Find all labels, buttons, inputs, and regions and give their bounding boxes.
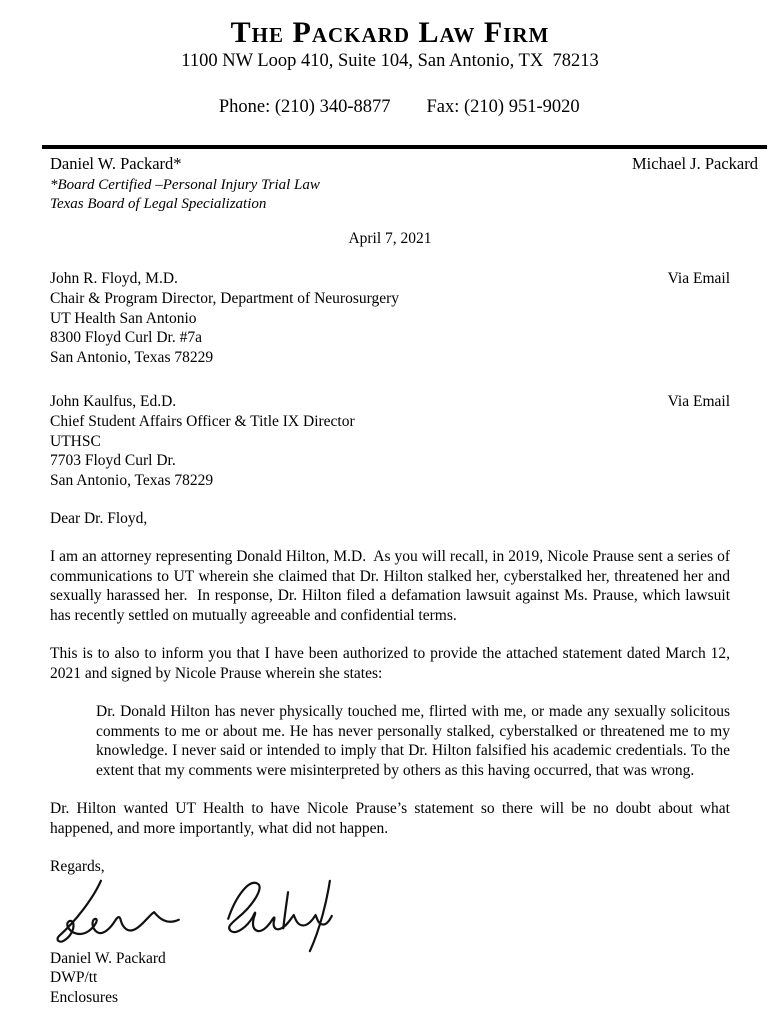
quote-paragraph: Dr. Donald Hilton has never physically touched me, flirted with me, or made any sexually solicitous comments to me or about me. He has never personally stalked, cyberstalked or threatened me to my knowledge. I never said or intended to imply that Dr. Hilton falsified his academic credentials. To the extent that my comments were misinterpreted by others as this having occurred, that was wrong. (96, 703, 734, 779)
legal-specialization-line: Texas Board of Legal Specialization (50, 195, 267, 212)
signature-stroke-p (228, 883, 259, 932)
recipient-name: John Kaulfus, Ed.D. (50, 392, 177, 410)
board-certification-line: *Board Certified –Personal Injury Trial Law (50, 177, 320, 193)
firm-contact-line (50, 73, 730, 142)
enclosures-label: Enclosures (50, 988, 119, 1006)
signature-stroke-flourish (310, 881, 330, 951)
recipient-org: UT Health San Antonio (50, 309, 197, 327)
typist-initials: DWP/tt (50, 969, 98, 987)
firm-phone: Phone: (210) 340-8877 (218, 97, 391, 117)
recipient-name: John R. Floyd, M.D. (50, 270, 178, 287)
signer-name: Daniel W. Packard (50, 949, 166, 967)
recipient-title: Chief Student Affairs Officer & Title IX Director (50, 412, 355, 430)
recipient-first-row (50, 392, 730, 412)
via-email-label: Via Email (667, 270, 730, 287)
recipient-first-row (50, 269, 730, 289)
recipient-block-floyd (50, 269, 730, 368)
recipient-org: UTHSC (50, 432, 101, 450)
firm-name: The Packard Law Firm (230, 16, 550, 49)
recipient-city: San Antonio, Texas 78229 (50, 349, 214, 367)
recipient-block-kaulfus (50, 392, 730, 491)
body-paragraph-2: This is to also to inform you that I have been authorized to provide the attached statement dated March 12, 2021 and signed by Nicole Prause wherein she states: (50, 645, 734, 682)
attorney-name-left: Daniel W. Packard* (50, 154, 182, 173)
recipient-title: Chair & Program Director, Department of Neurosurgery (50, 289, 400, 307)
attorney-row (50, 153, 758, 174)
firm-fax: Fax: (210) 951-9020 (426, 97, 580, 117)
recipient-city: San Antonio, Texas 78229 (50, 472, 214, 490)
signature-area (44, 877, 730, 949)
signature-stroke-dan (58, 881, 179, 942)
firm-address: 1100 NW Loop 410, Suite 104, San Antonio, TX 78213 (181, 51, 599, 71)
recipient-street: 8300 Floyd Curl Dr. #7a (50, 329, 202, 347)
letter-date: April 7, 2021 (348, 230, 432, 247)
regards-label: Regards, (50, 858, 105, 876)
header-divider (42, 145, 767, 149)
certification-block (50, 176, 730, 213)
salutation: Dear Dr. Floyd, (50, 509, 148, 527)
recipient-street: 7703 Floyd Curl Dr. (50, 452, 176, 470)
body-paragraph-1: I am an attorney representing Donald Hilton, M.D. As you will recall, in 2019, Nicole Prause sent a series of communications to UT wherein she claimed that Dr. Hilton stalked her, cyberstalked her, threatened her and sexually harassed her. In response, Dr. Hilton filed a defamation lawsuit against Ms. Prause, which lawsuit has recently settled on mutually agreeable and confidential terms. (50, 548, 734, 624)
via-email-label: Via Email (667, 392, 730, 410)
signature-handwritten (44, 877, 344, 953)
closing-paragraph: Dr. Hilton wanted UT Health to have Nicole Prause’s statement so there will be no doubt about what happened, and more importantly, what did not happen. (50, 800, 734, 837)
attorney-name-right: Michael J. Packard (632, 154, 758, 173)
